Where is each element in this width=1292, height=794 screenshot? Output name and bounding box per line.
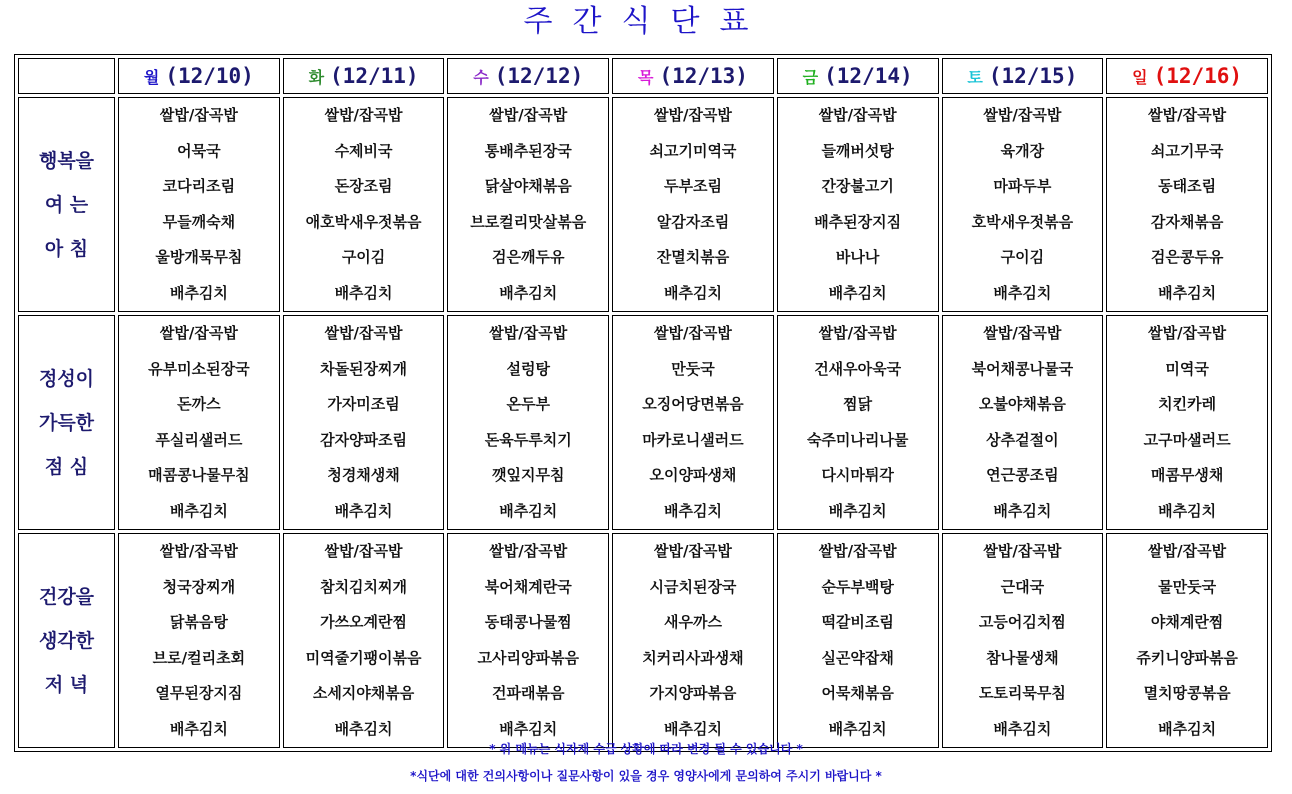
menu-item: 숙주미나리나물 (806, 430, 909, 449)
day-name: 화 (308, 68, 325, 87)
menu-item: 쌀밥/잡곡밥 (653, 542, 732, 560)
menu-item: 매콤무생채 (1150, 466, 1224, 484)
menu-cell (283, 315, 445, 530)
menu-item: 미역줄기팽이볶음 (305, 648, 422, 667)
menu-item: 배추김치 (1158, 719, 1217, 738)
menu-cell (942, 315, 1104, 530)
menu-item: 배추김치 (1158, 501, 1217, 520)
menu-item: 쇠고기미역국 (649, 141, 737, 160)
menu-cell (942, 97, 1104, 312)
menu-item: 고등어김치찜 (978, 613, 1066, 631)
menu-item: 쌀밥/잡곡밥 (818, 324, 897, 342)
menu-item: 쌀밥/잡곡밥 (159, 324, 238, 342)
menu-item: 오이양파생채 (649, 466, 737, 484)
menu-item: 배추김치 (828, 719, 887, 738)
menu-cell (447, 315, 609, 530)
menu-item: 건새우아욱국 (814, 359, 902, 378)
menu-item: 참치김치찌개 (320, 577, 408, 596)
menu-item: 울방개묵무침 (155, 248, 243, 266)
menu-item: 청경채생채 (327, 466, 400, 484)
menu-item: 건파래볶음 (492, 684, 565, 702)
day-header (777, 58, 939, 94)
menu-item: 북어채콩나물국 (971, 359, 1074, 378)
menu-item: 쌀밥/잡곡밥 (159, 106, 238, 124)
day-date: (12/10) (165, 64, 254, 88)
menu-item: 쌀밥/잡곡밥 (653, 106, 732, 124)
menu-item: 새우까스 (663, 613, 722, 631)
menu-item: 통배추된장국 (484, 141, 572, 160)
menu-cell (1106, 97, 1268, 312)
notice-change: * 위 메뉴는 식자재 수급 상황에 따라 변경 될 수 있습니다 * (489, 742, 803, 756)
menu-cell (447, 533, 609, 748)
day-header (118, 58, 280, 94)
meal-label (18, 97, 115, 312)
menu-item: 배추김치 (828, 501, 887, 520)
menu-item: 깻잎지무침 (492, 466, 565, 484)
day-date: (12/13) (659, 64, 748, 88)
menu-item: 쌀밥/잡곡밥 (983, 542, 1062, 560)
menu-item: 쌀밥/잡곡밥 (1148, 324, 1227, 342)
menu-cell (942, 533, 1104, 748)
menu-cell (777, 533, 939, 748)
menu-item: 청국장찌개 (162, 577, 236, 596)
menu-item: 구이김 (1000, 248, 1045, 266)
menu-item: 가지양파볶음 (649, 684, 737, 702)
menu-item: 순두부백탕 (821, 577, 894, 596)
menu-item: 고구마샐러드 (1143, 430, 1231, 449)
menu-item: 쌀밥/잡곡밥 (983, 324, 1062, 342)
meal-label-line: 생각한 (38, 629, 95, 652)
menu-item: 검은깨두유 (492, 248, 565, 266)
menu-item: 감자채볶음 (1150, 212, 1224, 231)
menu-item: 배추김치 (993, 719, 1052, 738)
menu-item: 쌀밥/잡곡밥 (324, 542, 403, 560)
menu-item: 쌀밥/잡곡밥 (983, 106, 1062, 124)
menu-item: 코다리조림 (162, 177, 236, 195)
menu-item: 쌀밥/잡곡밥 (489, 542, 568, 560)
menu-item: 배추김치 (334, 719, 393, 738)
day-name: 금 (802, 68, 819, 87)
menu-item: 애호박새우젓볶음 (305, 212, 422, 231)
menu-cell (118, 97, 280, 312)
menu-item: 동태조림 (1158, 177, 1217, 195)
menu-item: 배추김치 (663, 501, 722, 520)
menu-item: 푸실리샐러드 (155, 430, 243, 449)
menu-item: 쇠고기무국 (1150, 141, 1224, 160)
menu-item: 상추겉절이 (986, 430, 1059, 449)
day-header (612, 58, 774, 94)
menu-item: 실곤약잡채 (821, 648, 894, 667)
meal-label-line: 건강을 (38, 585, 95, 608)
menu-item: 어묵국 (177, 141, 221, 160)
menu-item: 차돌된장찌개 (320, 359, 408, 378)
menu-item: 시금치된장국 (649, 577, 737, 596)
menu-item: 떡갈비조림 (821, 613, 894, 631)
menu-item: 쥬키니양파볶음 (1136, 648, 1238, 667)
day-date: (12/14) (824, 64, 913, 88)
menu-item: 오불야채볶음 (978, 395, 1066, 413)
page-title: 주간식단표 (523, 4, 769, 39)
menu-item: 오징어당면볶음 (642, 395, 744, 413)
menu-item: 배추김치 (169, 501, 228, 520)
menu-item: 들깨버섯탕 (821, 141, 894, 160)
meal-label-line: 점 심 (44, 455, 89, 478)
day-name: 목 (637, 68, 654, 87)
menu-item: 마파두부 (993, 177, 1052, 195)
menu-cell (1106, 315, 1268, 530)
meal-label-line: 여 는 (44, 193, 89, 216)
menu-item: 쌀밥/잡곡밥 (818, 542, 897, 560)
menu-item: 바나나 (835, 248, 880, 266)
menu-item: 돈까스 (177, 395, 221, 413)
menu-item: 가쓰오계란찜 (320, 613, 408, 631)
menu-item: 소세지야채볶음 (312, 684, 415, 702)
menu-item: 쌀밥/잡곡밥 (1148, 542, 1227, 560)
menu-cell (118, 315, 280, 530)
menu-item: 미역국 (1165, 359, 1209, 378)
meal-label-line: 저 녁 (44, 673, 89, 696)
day-name: 월 (143, 68, 160, 87)
meal-row (18, 315, 1268, 530)
day-header (283, 58, 445, 94)
menu-item: 수제비국 (334, 141, 393, 160)
menu-item: 열무된장지짐 (155, 684, 243, 702)
meal-label-line: 행복을 (38, 149, 95, 172)
menu-cell (1106, 533, 1268, 748)
menu-item: 쌀밥/잡곡밥 (653, 324, 732, 342)
menu-item: 호박새우젓볶음 (971, 212, 1074, 231)
day-date: (12/12) (494, 64, 584, 88)
day-header (942, 58, 1104, 94)
menu-item: 잔멸치볶음 (656, 248, 730, 266)
menu-item: 설렁탕 (506, 359, 550, 378)
menu-item: 무들깨숙채 (162, 212, 236, 231)
menu-item: 찜닭 (843, 395, 873, 413)
menu-item: 배추김치 (334, 501, 393, 520)
menu-item: 브로/컬리초회 (152, 648, 246, 667)
meal-row (18, 533, 1268, 748)
menu-item: 치킨카레 (1158, 395, 1217, 413)
menu-cell (118, 533, 280, 748)
menu-item: 매콤콩나물무침 (148, 466, 250, 484)
menu-item: 브로컬리맛살볶음 (470, 212, 587, 231)
menu-item: 닭볶음탕 (169, 613, 228, 631)
menu-item: 쌀밥/잡곡밥 (159, 542, 238, 560)
menu-item: 배추김치 (663, 283, 722, 302)
menu-item: 두부조림 (663, 177, 722, 195)
menu-item: 배추김치 (499, 719, 558, 738)
menu-item: 치커리사과생채 (642, 648, 744, 667)
menu-cell (447, 97, 609, 312)
meal-label (18, 315, 115, 530)
menu-item: 마카로니샐러드 (642, 430, 744, 449)
menu-item: 쌀밥/잡곡밥 (489, 106, 568, 124)
menu-item: 돈육두루치기 (484, 430, 572, 449)
menu-cell (283, 533, 445, 748)
menu-item: 참나물생채 (986, 648, 1059, 667)
day-date: (12/11) (330, 64, 419, 88)
menu-item: 감자양파조림 (320, 430, 408, 449)
meal-label-line: 가득한 (38, 411, 95, 434)
day-name: 수 (473, 68, 489, 87)
menu-item: 쌀밥/잡곡밥 (324, 106, 403, 124)
menu-item: 쌀밥/잡곡밥 (489, 324, 568, 342)
menu-item: 온두부 (506, 395, 550, 413)
meal-label (18, 533, 115, 748)
header-row (18, 58, 1268, 94)
menu-cell (283, 97, 445, 312)
menu-item: 쌀밥/잡곡밥 (1148, 106, 1227, 124)
menu-item: 북어채계란국 (484, 577, 572, 596)
menu-item: 야채계란찜 (1150, 613, 1224, 631)
menu-item: 연근콩조림 (986, 466, 1059, 484)
menu-item: 유부미소된장국 (148, 359, 250, 378)
menu-item: 가자미조림 (327, 395, 400, 413)
menu-item: 멸치땅콩볶음 (1143, 684, 1231, 702)
menu-cell (777, 97, 939, 312)
menu-item: 다시마튀각 (821, 466, 894, 484)
menu-item: 고사리양파볶음 (477, 648, 579, 667)
menu-item: 배추김치 (169, 719, 228, 738)
day-header (447, 58, 609, 94)
meal-label-line: 아 침 (44, 237, 89, 260)
menu-item: 검은콩두유 (1150, 248, 1224, 266)
menu-cell (612, 315, 774, 530)
menu-item: 배추김치 (993, 283, 1052, 302)
menu-item: 물만둣국 (1158, 577, 1217, 596)
menu-item: 어묵채볶음 (821, 684, 894, 702)
menu-item: 육개장 (1000, 141, 1045, 160)
menu-item: 배추김치 (663, 719, 722, 738)
day-name: 일 (1132, 68, 1148, 87)
menu-item: 배추김치 (499, 283, 558, 302)
menu-item: 쌀밥/잡곡밥 (818, 106, 897, 124)
menu-item: 간장불고기 (821, 177, 894, 195)
meal-label-line: 정성이 (38, 367, 95, 390)
menu-item: 배추김치 (828, 283, 887, 302)
menu-item: 배추김치 (169, 283, 228, 302)
day-date: (12/15) (988, 64, 1078, 88)
day-name: 토 (967, 68, 983, 87)
menu-item: 알감자조림 (656, 212, 730, 231)
day-header (1106, 58, 1268, 94)
menu-item: 돈장조림 (334, 177, 393, 195)
menu-cell (612, 533, 774, 748)
menu-item: 배추김치 (1158, 283, 1217, 302)
menu-item: 배추김치 (499, 501, 558, 520)
menu-item: 도토리묵무침 (978, 684, 1066, 702)
menu-item: 구이김 (341, 248, 386, 266)
menu-item: 쌀밥/잡곡밥 (324, 324, 403, 342)
menu-item: 동태콩나물찜 (484, 613, 572, 631)
menu-cell (777, 315, 939, 530)
menu-item: 배추김치 (993, 501, 1052, 520)
menu-item: 닭살야채볶음 (484, 177, 572, 195)
corner-cell (18, 58, 115, 94)
meal-row (18, 97, 1268, 312)
day-date: (12/16) (1153, 64, 1243, 88)
menu-item: 배추김치 (334, 283, 393, 302)
menu-item: 근대국 (1000, 577, 1045, 596)
weekly-menu-table (14, 54, 1272, 752)
menu-item: 만둣국 (671, 359, 715, 378)
menu-cell (612, 97, 774, 312)
notice-contact: *식단에 대한 건의사항이나 질문사항이 있을 경우 영양사에게 문의하여 주시기 바랍니다 * (410, 769, 882, 783)
menu-item: 배추된장지짐 (814, 212, 902, 231)
